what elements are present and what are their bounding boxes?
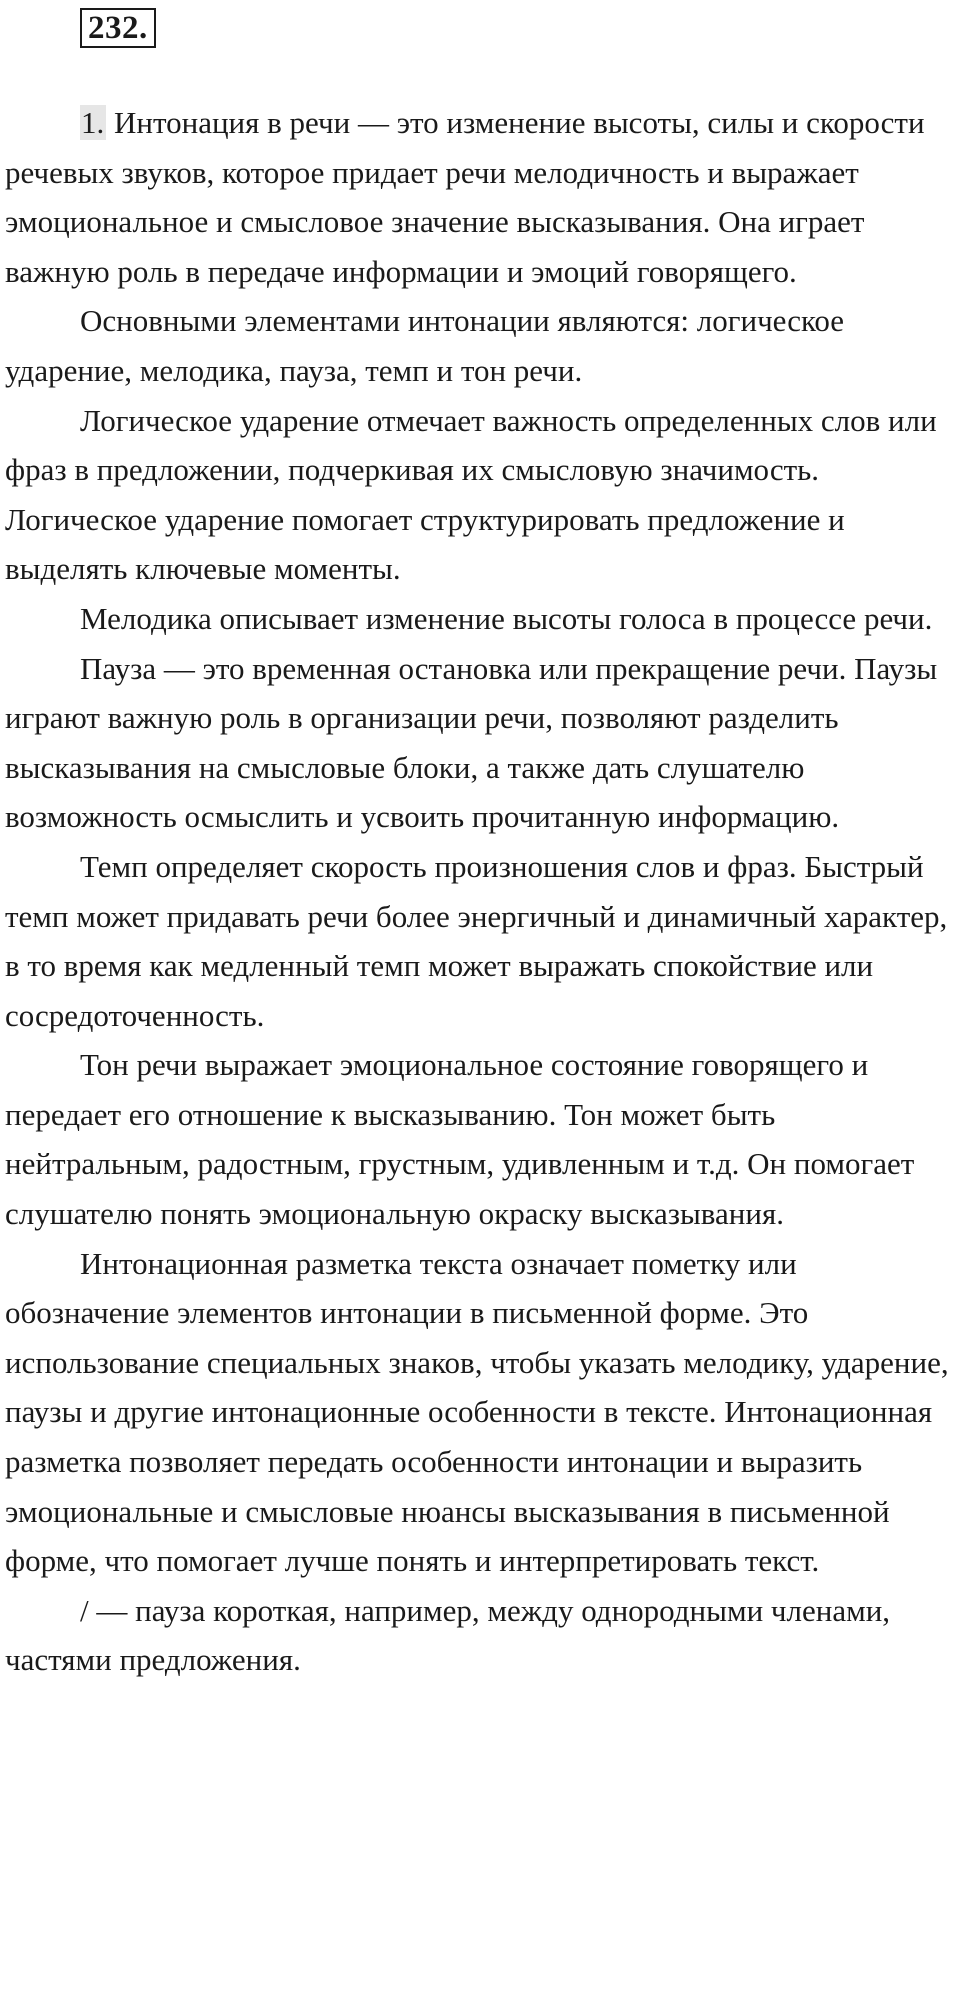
answer-text [5, 98, 960, 1685]
paragraph-short-pause: / — пауза короткая, например, между однородными членами, частями предложения. [5, 1592, 891, 1678]
paragraph-intonation-definition [5, 98, 960, 296]
paragraph-markup: Интонационная разметка текста означает пометку или обозначение элементов интонации в письменной форме. Это использование специальных знаков, чтобы указать мелодику, ударение, паузы и другие интонационные особенности в тексте. Интонационная разметка позволяет передать особенности интонации и выразить эмоциональные и смысловые нюансы высказывания в письменной форме, что помогает лучше понять и интерпретировать текст. [5, 1245, 949, 1579]
paragraph-tempo: Темп определяет скорость произношения слов и фраз. Быстрый темп может придавать речи более энергичный и динамичный характер, в то время как медленный темп может выражать спокойствие или сосредоточенность. [5, 848, 948, 1033]
task-number-box: 232. [80, 8, 156, 48]
paragraph-tone: Тон речи выражает эмоциональное состояние говорящего и передает его отношение к высказыванию. Тон может быть нейтральным, радостным, грустным, удивленным и т.д. Он помогает слушателю понять эмоциональную окраску высказывания. [5, 1047, 915, 1232]
paragraph-melody: Мелодика описывает изменение высоты голоса в процессе речи. [80, 600, 933, 636]
item-marker: 1. [81, 105, 105, 140]
paragraph-text: Интонация в речи — это изменение высоты, силы и скорости речевых звуков, которое придает речи мелодичность и выражает эмоциональное и смысловое значение высказывания. Она играет важную роль в передаче информации и эмоций говорящего. [5, 105, 925, 289]
paragraph-elements: Основными элементами интонации являются: логическое ударение, мелодика, пауза, темп и тон речи. [5, 303, 845, 388]
paragraph-pause: Пауза — это временная остановка или прекращение речи. Паузы играют важную роль в организации речи, позволяют разделить высказывания на смысловые блоки, а также дать слушателю возможность осмыслить и усвоить прочитанную информацию. [5, 650, 938, 835]
paragraph-logical-stress: Логическое ударение отмечает важность определенных слов или фраз в предложении, подчеркивая их смысловую значимость. Логическое ударение помогает структурировать предложение и выделять ключевые моменты. [5, 402, 937, 587]
